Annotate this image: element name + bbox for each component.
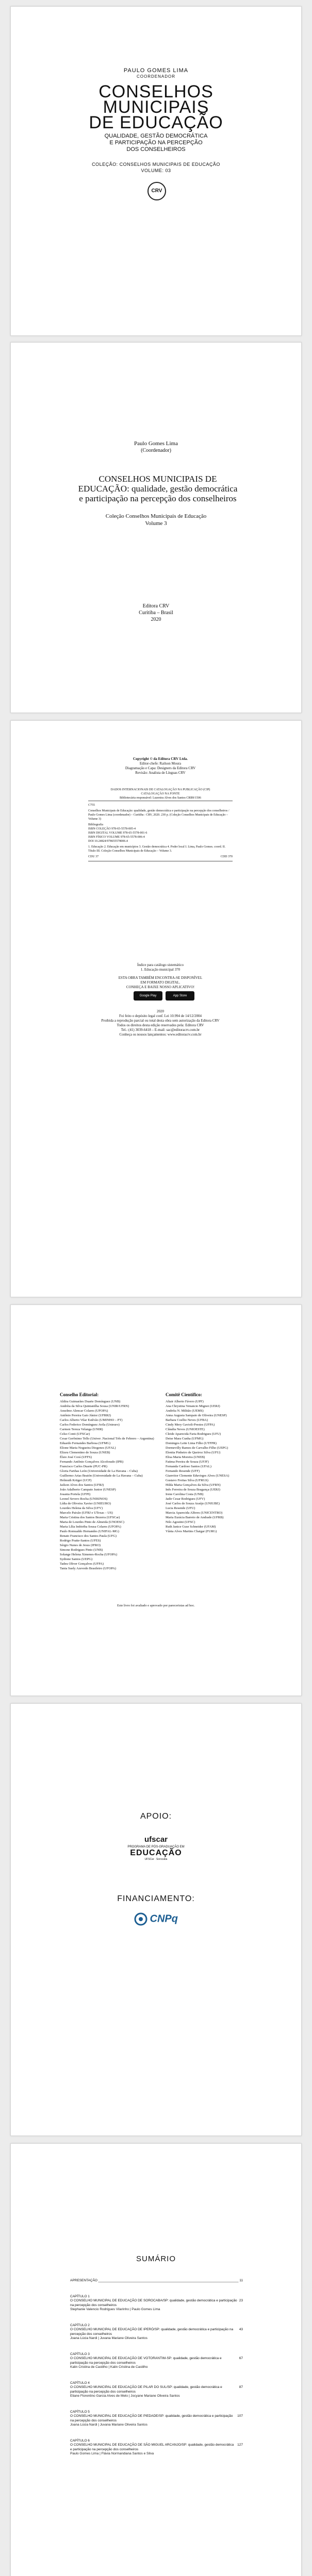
toc-chapter-title: O CONSELHO MUNICIPAL DE EDUCAÇÃO DE SÃO MIGUEL ARCANJO/SP: qualidade, gestão democrática e participação na percepção dos conselheiros [70,2443,234,2451]
peer-review-note: Este livro foi avaliado e aprovado por pareceristas ad hoc. [117,1604,195,1607]
toc-authors: Kalin Cristina de Castilho | Kalin Cristina de Castilho [70,2365,148,2369]
council-member: Carmen Tereza Velanga (UNIR) [60,1428,103,1431]
council-member: Lídia de Oliveira Xavier (UNIEURO) [60,1502,111,1505]
apoio-label: APOIO: [140,1812,172,1821]
council-member: Élsio José Corá (UFFS) [60,1455,92,1459]
council-member: Maria de Lourdes Pinto de Almeida (UNOESC) [60,1520,124,1524]
council-member: Fernando Antônio Gonçalves Alcoforado (IPB) [60,1460,124,1464]
council-member: Irene Carolina Costa (UNB) [166,1493,204,1496]
council-member: Solange Helena Ximenes-Rocha (UFOPA) [60,1553,118,1556]
cip-header: DADOS INTERNACIONAIS DE CATALOGAÇÃO NA PUBLICAÇÃO (CIP) CATALOGAÇÃO NA FONTE Bibliotecária responsável: Luzenira Alves dos Santos CRB9/1506 [110,788,210,800]
council-member: Sydione Santos (UEPG) [60,1557,93,1561]
council-member: Gianvitor Clemente Eduvirges Alves (UNESA) [166,1474,229,1478]
council-member: Leonel Severo Rocha (UNISINOS) [60,1497,108,1501]
council-member: Ruth Janice Guse Schneider (UFAM) [166,1525,216,1529]
editorial-council-title: Conselho Editorial: [60,1392,99,1397]
council-member: João Adalberto Campato Junior (UNESP) [60,1488,116,1492]
council-member: Carlos Federico Domínguez Avila (Unieuro) [60,1423,120,1427]
toc-chapter-title: O CONSELHO MUNICIPAL DE EDUCAÇÃO DE VOTORANTIM-SP: qualidade, gestão democrática e participação na percepção dos conselheiros [70,2357,222,2365]
council-member: Lourdes Helena da Silva (UFV) [60,1506,103,1510]
app-store-badge[interactable]: App Store [166,991,194,1001]
council-member: Cleide Aparecida Faria Rodrigues (UFU) [166,1432,221,1436]
council-member: Marcelo Paixão (UFRJ e UTexas – US) [60,1511,113,1515]
council-member: Fernanda Cardoso Santos (UFAL) [166,1465,211,1468]
council-member: Gloria Fariñas León (Universidade de La Havana – Cuba) [60,1469,138,1473]
cover-page [10,6,302,336]
toc-title: SUMÁRIO [136,2255,176,2263]
google-play-badge[interactable]: Google Play [134,991,162,1001]
toc-page-number: 43 [239,2328,243,2331]
cdd-code: CDD 370 [220,855,233,858]
council-member: Inês Ferreira de Souza Bragança (UERJ) [166,1488,220,1492]
council-member: Paulo Romualdo Hernandes (UNIFAL-MG) [60,1530,119,1533]
council-member: Altair Alberto Fávero (UPF) [166,1400,204,1403]
council-member: Andréia da Silva Quintanilha Sousa (UNIR/UFRN) [60,1404,129,1408]
council-member: Cesar Gerônimo Tello (Univer .Nacional Três de Febrero – Argentina) [60,1437,154,1440]
toc-chapter: CAPÍTULO 2 [70,2323,90,2327]
council-member: Marcia Aparecida Alferes (UNICENTRO) [166,1511,223,1515]
copyright-credits: Copyright © da Editora CRV Ltda. Editor-chefe: Railson Moura Diagramação e Capa: Designers da Editora CRV Revisão: Analista de Línguas CRV [125,757,196,775]
toc-chapter: CAPÍTULO 6 [70,2438,90,2443]
toc-chapter: CAPÍTULO 4 [70,2381,90,2385]
council-member: Tadeu Oliver Gonçalves (UFPA) [60,1562,104,1566]
toc-entry[interactable] [70,2439,243,2456]
title-role: (Coordenador) [141,448,171,453]
publisher-logo: CRV [147,182,166,200]
council-member: Dormevilly Ramos de Carvalho Filho (UEPG) [166,1446,228,1450]
council-member: Fernando Resende (UFF) [166,1469,200,1473]
council-member: Deise Mara Cunha (UFMG) [166,1437,204,1440]
council-member: Antônio Pereira Gaio Júnior (UFRRJ) [60,1414,111,1417]
support-page [10,1703,302,2136]
toc-chapter-title: O CONSELHO MUNICIPAL DE EDUCAÇÃO DE PILAR DO SUL/SP: qualidade, gestão democrática e participação na percepção dos conselheiros [70,2385,222,2394]
council-member: Francisco Carlos Duarte (PUC-PR) [60,1465,107,1468]
toc-entry[interactable] [70,2352,243,2370]
council-member: Fatima Pereira de Souza (UFJF) [166,1460,209,1464]
imprint: Editora CRV Curitiba – Brasil 2020 [139,603,173,622]
toc-entry[interactable] [70,2324,243,2341]
title-collection: Coleção Conselhos Municipais de Educação Volume 3 [105,513,207,527]
cover-author: PAULO GOMES LIMA [123,67,189,74]
scientific-committee-list [166,1399,264,1534]
toc-chapter-title: O CONSELHO MUNICIPAL DE EDUCAÇÃO DE IPERÓ/SP: qualidade, gestão democrática e participação na percepção dos conselheiros [70,2328,234,2336]
toc-authors: Paulo Gomes Lima | Flávia Normandiana Santos e Silva [70,2452,154,2455]
council-member: Elenita Pinheiro de Queiroz Silva (UFU) [166,1451,221,1454]
editorial-council-list [60,1399,158,1571]
council-member: Domingos Leite Lima Filho (UTFPR) [166,1442,217,1445]
council-member: Hilda Maria Gonçalves da Silva (UFRN) [166,1483,221,1487]
cnpq-logo: CNPq [11,1912,301,1926]
ebook-note: ESTA OBRA TAMBÉM ENCONTRA-SE DISPONÍVEL EM FORMATO DIGITAL. CONHEÇA E BAIXE NOSSO APLICATIVO! [118,976,203,989]
council-member: Eduardo Fernandes Barbosa (UFMG) [60,1442,111,1445]
council-member: Jailson Alves dos Santos (UFRJ) [60,1483,104,1487]
council-member: Cláudia Neves (UNIOESTE) [166,1428,205,1431]
cdu-code: CDU 37 [88,855,99,858]
council-member: Cindy Mery Gavioli-Prestes (UFPA) [166,1423,215,1427]
council-member: Jadir Cesar Rodrigues (UFV) [166,1497,205,1501]
council-member: Anselmo Alencar Colares (UFOPA) [60,1409,108,1413]
cover-subtitle: QUALIDADE, GESTÃO DEMOCRÁTICA E PARTICIPAÇÃO NA PERCEPÇÃO DOS CONSELHEIROS [104,133,208,152]
toc-page-number: 107 [237,2414,243,2418]
council-member: Celso Conti (UFSCar) [60,1432,90,1436]
toc-chapter: CAPÍTULO 1 [70,2294,90,2298]
financing-label: FINANCIAMENTO: [117,1894,195,1903]
council-member: Maria Cristina dos Santos Bezerra (UFSCar) [60,1516,120,1519]
council-member: Vânia Alves Martins Chaigar (FURG) [166,1530,217,1533]
council-member: Rodrigo Pratte-Santos (UFES) [60,1539,101,1543]
council-member: Maria Eurácia Barreto de Andrade (UFRB) [166,1516,224,1519]
council-member: Anna Augusta Sampaio de Oliveira (UNESP) [166,1414,227,1417]
cnpq-mark-icon [134,1912,147,1926]
toc-entry[interactable] [70,2381,243,2399]
toc-chapter: CAPÍTULO 5 [70,2410,90,2414]
index-note: Índice para catálogo sistemático 1. Educação municipal 370 [137,963,184,972]
council-member: Sérgio Nunes de Jesus (IFRO) [60,1544,101,1547]
council-member: Renato Francisco dos Santos Paula (UFG) [60,1534,117,1538]
toc-authors: Eliane Florentino Garcia Alves de Melo | Jocyane Mariane Oliveira Santos [70,2394,180,2398]
council-member: Carlos Alberto Vilar Estêvão (UMINHO – PT) [60,1418,123,1422]
cover-title: CONSELHOS MUNICIPAIS DE EDUCAÇÃO [89,82,223,132]
cover-collection: COLEÇÃO: CONSELHOS MUNICIPAIS DE EDUCAÇÃO VOLUME: 03 [92,162,220,173]
toc-chapter: CAPÍTULO 3 [70,2352,90,2356]
scientific-committee [166,1393,264,1534]
council-member: Guillermo Arias Beatón (Universidade de La Havana – Cuba) [60,1474,143,1478]
toc-authors: Joana Lúcia Nardi | Juvana Mariane Oliveira Santos [70,2336,147,2340]
council-member: Andréia N. Militão (UEMS) [166,1409,204,1413]
toc-entry[interactable] [70,2295,243,2312]
toc-authors: Joana Lúcia Nardi | Juvana Mariane Oliveira Santos [70,2423,147,2427]
council-member: Ana Chrystina Venancio Mignot (UERJ) [166,1404,220,1408]
council-member: Elisa Maria Moreira (UNEB) [166,1455,205,1459]
council-member: Tania Suely Azevedo Brasileiro (UFOPA) [60,1567,117,1570]
toc-list-1 [70,2279,243,2468]
title-author: Paulo Gomes Lima [134,440,178,447]
copyright-page [10,720,302,1297]
title-page [10,342,302,713]
toc-chapter-title: O CONSELHO MUNICIPAL DE EDUCAÇÃO DE PIEDADE/SP: qualidade, gestão democrática e participação na percepção dos conselheiros [70,2414,233,2422]
toc-chapter: APRESENTAÇÃO [70,2279,97,2282]
toc-page-number: 11 [239,2279,243,2282]
toc-page-number: 127 [237,2443,243,2447]
council-member: Elizeu Clementino de Souza (UNEB) [60,1451,110,1454]
toc-page-1 [10,2143,302,2576]
editorial-council [60,1393,158,1571]
legal-notes: 2020 Foi feito o depósito legal conf. Lei 10.994 de 14/12/2004 Proibida a reprodução parcial ou total desta obra sem autorização da Editora CRV Todos os direitos desta edição reservados pela: Editora CRV Tel.: (41) 3039-6418 – E-mail: sac@editoracrv.com.br Conheça os nossos lançamentos: www.editoracrv.com.br [101,1009,220,1037]
council-member: Elione Maria Nogueira Diogenes (UFAL) [60,1446,116,1450]
scientific-committee-title: Comitê Científico: [166,1392,202,1397]
councils-page [10,1304,302,1696]
cover-role: COORDENADOR [136,74,175,79]
ufscar-ppge-logo: ufscar PROGRAMA DE PÓS-GRADUAÇÃO EM EDUCAÇÃO UFSCar · Sorocaba [127,1835,185,1861]
council-member: Nilo Agostini (UFSC) [166,1520,195,1524]
toc-page-number: 87 [239,2385,243,2389]
council-member: Helmuth Krüger (UCP) [60,1479,92,1482]
council-member: Josania Portela (UFPI) [60,1493,91,1496]
cip-record: C755 Conselhos Municipais de Educação: qualidade, gestão democrática e participação na percepção dos conselheiros / Paulo Gomes Lima (coordenador) – Curitiba : CRV, 2020. 230 p. (Coleção Conselhos Municipais de Educação – Volume 3) Bibliografia ISBN COLEÇÃO 978-65-5578-005-4 ISBN DIGITAL VOLUME 978-65-5578-001-6 ISBN FÍSICO VOLUME 978-65-5578-006-4 DOI 10.24824/978655578006.4 1. Educação 2. Educação em municípios 3. Gestão democrática 4. Poder local I. Lima, Paulo Gomes. coord. II. Título III. Coleção Conselhos Municipais de Educação – Volume 3. CDU 37 CDD 370 [88,801,233,861]
council-member: Simone Rodrigues Pinto (UNB) [60,1548,103,1552]
toc-page-number: 67 [239,2357,243,2360]
toc-page-number: 23 [239,2299,243,2302]
council-member: José Carlos de Souza Araújo (UNIUBE) [166,1502,220,1505]
toc-entry[interactable] [70,2410,243,2428]
title-page-title: CONSELHOS MUNICIPAIS DE EDUCAÇÃO: qualidade, gestão democrática e participação na percepção dos conselheiros [78,474,238,503]
council-member: Maria Lília Imbiriba Sousa Colares (UFOPA) [60,1525,121,1529]
council-member: Barbara Coelho Neves (UFBA) [166,1418,208,1422]
council-member: Gustavo Freitas Silva (UFRGS) [166,1479,208,1482]
toc-chapter-title: O CONSELHO MUNICIPAL DE EDUCAÇÃO DE SOROCABA/SP: qualidade, gestão democrática e participação na percepção dos conselheiros [70,2299,237,2307]
toc-entry[interactable] [70,2279,243,2283]
council-member: Aldira Guimarães Duarte Domínguez (UNB) [60,1400,121,1403]
council-member: Lucia Resende (UFU) [166,1506,195,1510]
toc-authors: Stephanie Valencio Rodrigues Vilarinho | Paulo Gomes Lima [70,2308,160,2311]
